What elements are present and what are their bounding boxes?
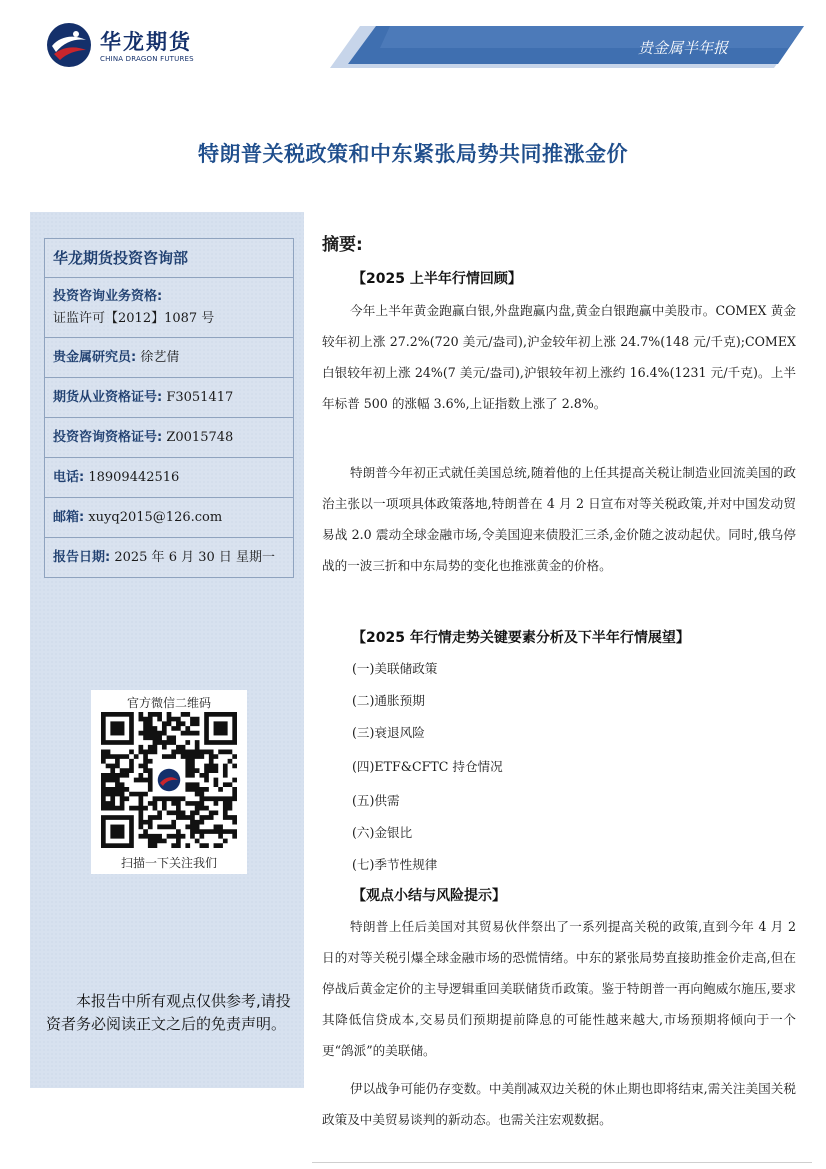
factor-item: (四)ETF&CFTC 持仓情况 — [352, 759, 503, 774]
section-factors-title: 【2025 年行情走势关键要素分析及下半年行情展望】 — [352, 630, 690, 646]
consult-cert-row — [45, 418, 293, 458]
company-logo — [46, 20, 196, 70]
email-label: 邮箱: — [53, 510, 85, 525]
qualification-label: 投资咨询业务资格: — [53, 289, 163, 304]
consult-cert-value: Z0015748 — [166, 430, 234, 445]
factor-item: (七)季节性规律 — [352, 857, 438, 872]
qualification-row — [45, 278, 293, 338]
paragraph-summary-1: 特朗普上任后美国对其贸易伙伴祭出了一系列提高关税的政策,直到今年 4 月 2 日的对等关税引爆全球金融市场的恐慌情绪。中东的紧张局势直接助推金价走高,但在停战后黄金定价的主导逻辑重回美联储货币政策。鉴于特朗普一再向鲍威尔施压,要求其降低信贷成本,交易员们预期提前降息的可能性越来越大,市场预期将倾向于一个更“鸽派”的美联储。 — [322, 919, 796, 1058]
factor-item: (一)美联储政策 — [352, 661, 438, 676]
factor-item: (三)衰退风险 — [352, 725, 425, 740]
abstract-label: 摘要: — [322, 235, 363, 255]
date-row — [45, 538, 293, 577]
futures-cert-value: F3051417 — [166, 390, 234, 405]
section-review-title: 【2025 上半年行情回顾】 — [352, 271, 522, 287]
department-name: 华龙期货投资咨询部 — [45, 239, 293, 278]
paragraph-summary-2: 伊以战争可能仍存变数。中美削减双边关税的休止期也即将结束,需关注美国关税政策及中美贸易谈判的新动态。也需关注宏观数据。 — [322, 1081, 796, 1127]
factor-item: (二)通胀预期 — [352, 693, 425, 708]
analyst-info-box — [44, 238, 294, 578]
brand-name: 华龙期货 — [100, 30, 192, 54]
phone-label: 电话: — [53, 470, 85, 485]
factor-item: (六)金银比 — [352, 825, 413, 840]
researcher-value: 徐艺倩 — [140, 350, 180, 365]
qualification-value: 证监许可【2012】1087 号 — [53, 311, 215, 326]
consult-cert-label: 投资咨询资格证号: — [53, 430, 163, 445]
factor-item: (五)供需 — [352, 793, 400, 808]
header-band — [330, 26, 804, 68]
report-title: 特朗普关税政策和中东紧张局势共同推涨金价 — [198, 141, 628, 166]
email-value[interactable]: xuyq2015@126.com — [88, 510, 223, 525]
section-summary-title: 【观点小结与风险提示】 — [352, 888, 506, 904]
qr-caption-top: 官方微信二维码 — [126, 696, 211, 710]
futures-cert-label: 期货从业资格证号: — [53, 390, 163, 405]
phone-row — [45, 458, 293, 498]
disclaimer-text: 本报告中所有观点仅供参考,请投资者务必阅读正文之后的免责声明。 — [46, 992, 291, 1033]
date-value: 2025 年 6 月 30 日 星期一 — [114, 550, 276, 565]
futures-cert-row — [45, 378, 293, 418]
paragraph-review-2: 特朗普今年初正式就任美国总统,随着他的上任其提高关税让制造业回流美国的政治主张以一项项具体政策落地,特朗普在 4 月 2 日宣布对等关税政策,并对中国发动贸易战 2.0 震动全球金融市场,令美国迎来债股汇三杀,金价随之波动起伏。同时,俄乌停战的一波三折和中东局势的变化也推涨黄金的价格。 — [322, 465, 796, 573]
qr-code-icon[interactable] — [101, 712, 237, 848]
email-row — [45, 498, 293, 538]
researcher-row — [45, 338, 293, 378]
report-type-label: 贵金属半年报 — [637, 39, 728, 57]
dragon-logo-icon — [46, 22, 92, 68]
footer-rule — [312, 1162, 812, 1163]
date-label: 报告日期: — [53, 550, 111, 565]
paragraph-review-1: 今年上半年黄金跑赢白银,外盘跑赢内盘,黄金白银跑赢中美股市。COMEX 黄金较年初上涨 27.2%(720 美元/盎司),沪金较年初上涨 24.7%(148 元/千克);COMEX 白银较年初上涨 24%(7 美元/盎司),沪银较年初上涨约 16.4%(1231 元/千克)。上半年标普 500 的涨幅 3.6%,上证指数上涨了 2.8%。 — [322, 303, 796, 411]
wechat-qr-card — [91, 690, 247, 874]
phone-value: 18909442516 — [88, 470, 180, 485]
researcher-label: 贵金属研究员: — [53, 350, 137, 365]
qr-caption-bottom: 扫描一下关注我们 — [120, 856, 217, 870]
brand-subtitle: CHINA DRAGON FUTURES — [100, 55, 194, 63]
